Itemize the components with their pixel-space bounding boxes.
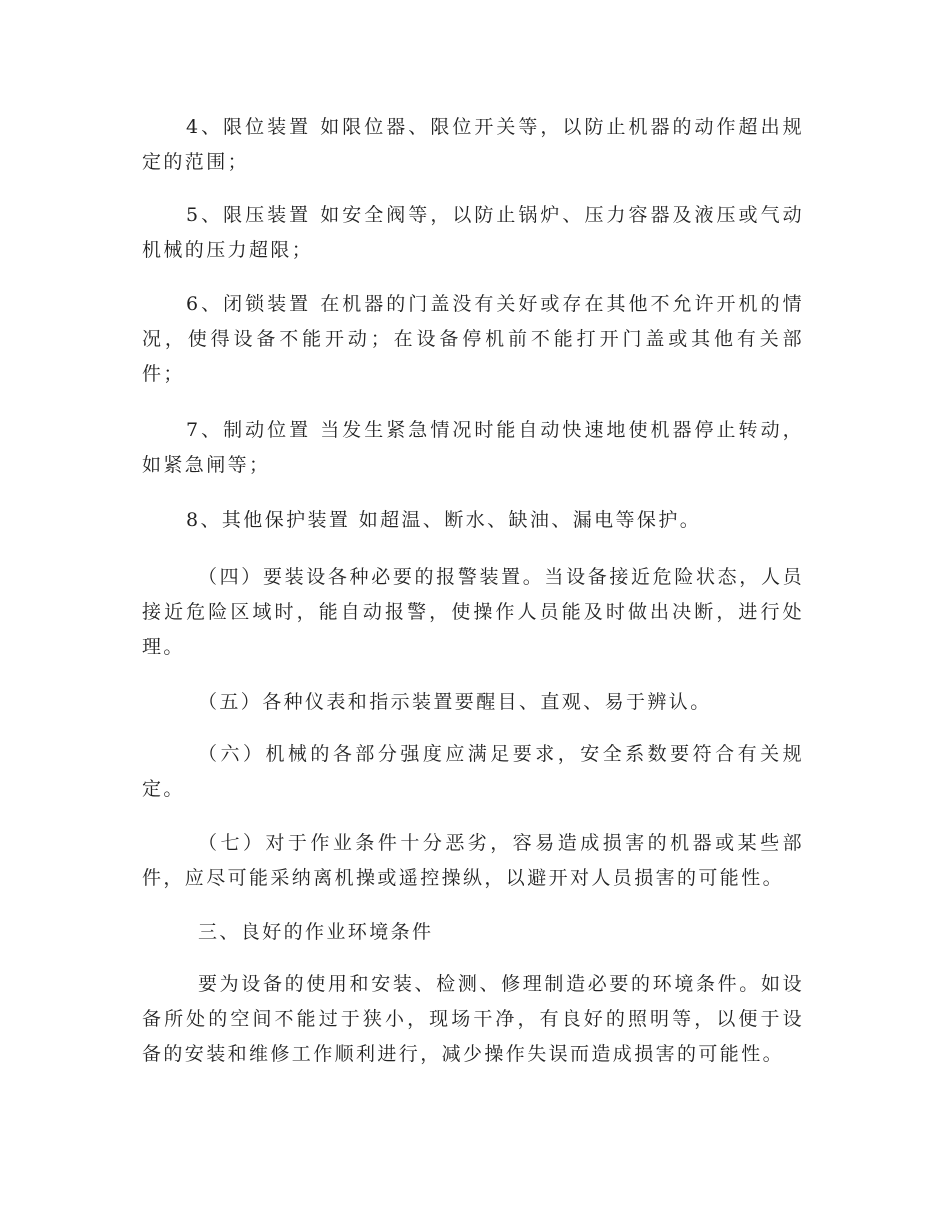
paragraph-environment-conditions: 要为设备的使用和安装、检测、修理制造必要的环境条件。如设备所处的空间不能过于狭小，现场干净，有良好的照明等，以便于设备的安装和维修工作顺利进行，减少操作失误而造成损害的可能性。	[142, 973, 804, 1065]
paragraph-remote-operation: （七）对于作业条件十分恶劣，容易造成损害的机器或某些部件，应尽可能采纳离机操或遥控操纵，以避开对人员损害的可能性。	[142, 832, 804, 889]
paragraph-pressure-limit-device: 5、限压装置 如安全阀等，以防止锅炉、压力容器及液压或气动机械的压力超限；	[142, 204, 804, 261]
paragraph-limit-device: 4、限位装置 如限位器、限位开关等，以防止机器的动作超出规定的范围；	[142, 116, 804, 173]
section-heading-work-environment: 三、良好的作业环境条件	[198, 921, 434, 943]
paragraph-instruments: （五）各种仪表和指示装置要醒目、直观、易于辨认。	[198, 691, 712, 713]
paragraph-brake-device: 7、制动位置 当发生紧急情况时能自动快速地使机器停止转动，如紧急闸等；	[142, 419, 804, 476]
paragraph-other-protection: 8、其他保护装置 如超温、断水、缺油、漏电等保护。	[186, 509, 702, 531]
paragraph-alarm-device: （四）要装设各种必要的报警装置。当设备接近危险状态，人员接近危险区域时，能自动报警，使操作人员能及时做出决断，进行处理。	[142, 566, 804, 658]
paragraph-interlock-device: 6、闭锁装置 在机器的门盖没有关好或存在其他不允许开机的情况，使得设备不能开动；在设备停机前不能打开门盖或其他有关部件；	[142, 293, 804, 385]
paragraph-strength: （六）机械的各部分强度应满足要求，安全系数要符合有关规定。	[142, 743, 804, 800]
